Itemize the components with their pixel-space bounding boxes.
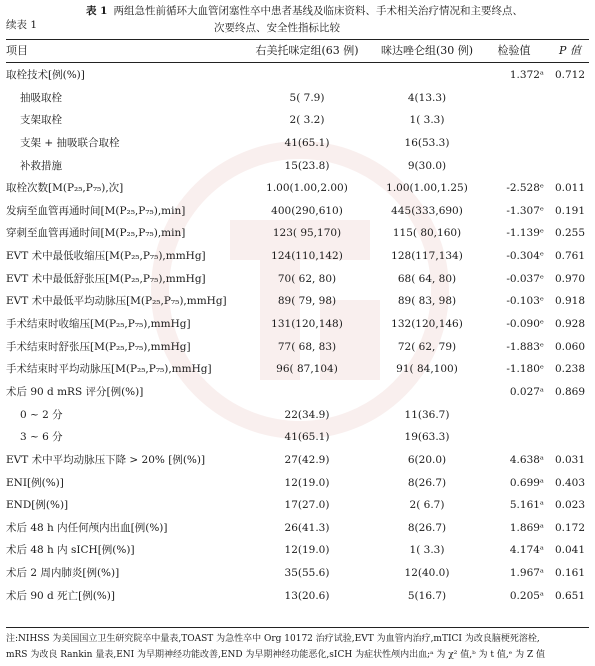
cell-p-value: 0.928: [554, 318, 586, 331]
cell-item: 术后 90 d mRS 评分[例(%)]: [6, 385, 144, 398]
table-row: [6, 155, 589, 178]
cell-p-value: 0.712: [554, 69, 586, 81]
cell-p-value: 0.060: [554, 340, 586, 353]
cell-dexmedetomidine: 2( 3.2): [289, 114, 325, 127]
cell-item: 支架取栓: [20, 114, 62, 127]
cell-item: 发病至血管再通时间[M(P₂₅,P₇₅),min]: [6, 204, 186, 217]
table-row: [6, 313, 589, 336]
table-row: [6, 358, 589, 381]
table-row: [6, 200, 589, 223]
cell-p-value: 0.970: [554, 272, 586, 285]
cell-p-value: 0.761: [554, 250, 586, 263]
table-row: [6, 177, 589, 200]
table-row: [6, 268, 589, 291]
cell-midazolam: 1( 3.3): [409, 544, 445, 557]
cell-item: 术后 90 d 死亡[例(%)]: [6, 589, 115, 602]
cell-midazolam: 72( 62, 79): [397, 340, 457, 353]
cell-dexmedetomidine: 13(20.6): [284, 589, 330, 602]
cell-item: 穿刺至血管再通时间[M(P₂₅,P₇₅),min]: [6, 227, 186, 240]
cell-dexmedetomidine: 89( 79, 98): [277, 295, 337, 308]
cell-midazolam: 4(13.3): [407, 91, 447, 104]
cell-test-value: 1.967ᵃ: [509, 567, 544, 580]
table-number: 表 1: [86, 5, 108, 17]
cell-p-value: 0.172: [554, 521, 586, 534]
cell-p-value: 0.041: [554, 544, 586, 557]
cell-item: 术后 48 h 内 sICH[例(%)]: [6, 544, 135, 557]
cell-p-value: 0.651: [554, 589, 586, 602]
table-row: [6, 222, 589, 245]
table-row: [6, 517, 589, 540]
cell-midazolam: 11(36.7): [404, 408, 450, 421]
cell-item: 取栓次数[M(P₂₅,P₇₅),次]: [6, 182, 124, 195]
cell-p-value: 0.191: [554, 204, 586, 217]
cell-dexmedetomidine: 1.00(1.00,2.00): [266, 182, 348, 195]
cell-midazolam: 115( 80,160): [392, 227, 462, 240]
cell-item: END[例(%)]: [6, 499, 69, 512]
cell-item: EVT 术中平均动脉压下降 > 20% [例(%)]: [6, 453, 206, 466]
table-row: [6, 449, 589, 472]
table-row: [6, 426, 589, 449]
table-row: [6, 585, 589, 608]
cell-item: 术后 48 h 内任何颅内出血[例(%)]: [6, 521, 168, 534]
cell-p-value: 0.031: [554, 453, 586, 466]
cell-midazolam: 8(26.7): [407, 521, 447, 534]
header-midazolam-group: 咪达唑仑组(30 例): [380, 44, 474, 57]
cell-test-value: 4.174ᵃ: [509, 544, 544, 557]
cell-item: 手术结束时平均动脉压[M(P₂₅,P₇₅),mmHg]: [6, 363, 212, 376]
cell-dexmedetomidine: 26(41.3): [284, 521, 330, 534]
table-row: [6, 132, 589, 155]
cell-dexmedetomidine: 12(19.0): [284, 544, 330, 557]
cell-test-value: -1.307ᵉ: [506, 204, 544, 217]
table-row: [6, 336, 589, 359]
cell-midazolam: 5(16.7): [407, 589, 447, 602]
table-row: [6, 494, 589, 517]
cell-midazolam: 445(333,690): [391, 204, 463, 217]
cell-test-value: 0.027ᵃ: [509, 385, 544, 398]
cell-item: 手术结束时收缩压[M(P₂₅,P₇₅),mmHg]: [6, 318, 191, 331]
cell-test-value: -0.037ᵉ: [506, 272, 544, 285]
cell-p-value: 0.011: [554, 182, 586, 195]
cell-test-value: 0.205ᵃ: [509, 589, 544, 602]
cell-dexmedetomidine: 35(55.6): [284, 567, 330, 580]
cell-test-value: 4.638ᵃ: [509, 453, 544, 466]
cell-p-value: 0.023: [554, 499, 586, 512]
cell-test-value: 1.869ᵃ: [509, 521, 544, 534]
cell-dexmedetomidine: 17(27.0): [284, 499, 330, 512]
cell-dexmedetomidine: 400(290,610): [271, 204, 343, 217]
cell-dexmedetomidine: 41(65.1): [284, 136, 330, 149]
cell-midazolam: 1.00(1.00,1.25): [386, 182, 468, 195]
cell-test-value: -1.139ᵉ: [506, 227, 544, 240]
cell-dexmedetomidine: 5( 7.9): [289, 91, 325, 104]
cell-test-value: 0.699ᵃ: [509, 476, 544, 489]
table-row: [6, 87, 589, 110]
cell-test-value: -2.528ᵉ: [506, 182, 544, 195]
cell-midazolam: 12(40.0): [404, 567, 450, 580]
cell-midazolam: 91( 84,100): [396, 363, 458, 376]
cell-item: EVT 术中最低舒张压[M(P₂₅,P₇₅),mmHg]: [6, 272, 206, 285]
cell-midazolam: 19(63.3): [404, 431, 450, 444]
cell-item: 0 ~ 2 分: [20, 408, 63, 421]
cell-test-value: 1.372ᵃ: [509, 69, 544, 81]
cell-item: 3 ~ 6 分: [20, 431, 63, 444]
cell-item: 抽吸取栓: [20, 91, 62, 104]
continued-label: 续表 1: [6, 19, 38, 31]
cell-midazolam: 128(117,134): [391, 250, 463, 263]
cell-test-value: -0.103ᵉ: [506, 295, 544, 308]
cell-item: 支架 + 抽吸联合取栓: [20, 136, 120, 149]
cell-dexmedetomidine: 131(120,148): [271, 318, 343, 331]
table-row: [6, 245, 589, 268]
header-item: 项目: [6, 44, 28, 57]
caption-line-1: [86, 3, 523, 19]
caption-title-line-2: 次要终点、安全性指标比较: [214, 22, 340, 34]
cell-midazolam: 1( 3.3): [409, 114, 445, 127]
header-p-value: P 值: [559, 44, 581, 57]
cell-test-value: -1.883ᵉ: [506, 340, 544, 353]
cell-item: EVT 术中最低平均动脉压[M(P₂₅,P₇₅),mmHg]: [6, 295, 227, 308]
table-footnote: [6, 631, 589, 663]
table-caption: [0, 3, 595, 39]
cell-item: 取栓技术[例(%)]: [6, 69, 85, 81]
cell-midazolam: 132(120,146): [391, 318, 463, 331]
cell-midazolam: 16(53.3): [404, 136, 450, 149]
cell-item: 补救措施: [20, 159, 62, 172]
cell-midazolam: 6(20.0): [407, 453, 447, 466]
cell-midazolam: 2( 6.7): [409, 499, 445, 512]
cell-item: EVT 术中最低收缩压[M(P₂₅,P₇₅),mmHg]: [6, 250, 206, 263]
cell-item: ENI[例(%)]: [6, 476, 64, 489]
cell-dexmedetomidine: 15(23.8): [284, 159, 330, 172]
cell-test-value: -0.090ᵉ: [506, 318, 544, 331]
cell-item: 术后 2 周内肺炎[例(%)]: [6, 567, 120, 580]
table-row: [6, 404, 589, 427]
cell-p-value: 0.255: [554, 227, 586, 240]
cell-dexmedetomidine: 12(19.0): [284, 476, 330, 489]
cell-dexmedetomidine: 124(110,142): [271, 250, 343, 263]
cell-midazolam: 9(30.0): [407, 159, 447, 172]
cell-midazolam: 68( 64, 80): [397, 272, 457, 285]
cell-dexmedetomidine: 70( 62, 80): [277, 272, 337, 285]
table-header-rule: [6, 62, 589, 63]
cell-dexmedetomidine: 27(42.9): [284, 453, 330, 466]
cell-dexmedetomidine: 22(34.9): [284, 408, 330, 421]
table-row: [6, 64, 589, 87]
cell-p-value: 0.918: [554, 295, 586, 308]
table-row: [6, 109, 589, 132]
cell-p-value: 0.869: [554, 385, 586, 398]
cell-item: 手术结束时舒张压[M(P₂₅,P₇₅),mmHg]: [6, 340, 191, 353]
table-row: [6, 539, 589, 562]
cell-dexmedetomidine: 77( 68, 83): [277, 340, 337, 353]
footnote-line-2: mRS 为改良 Rankin 量表,ENI 为早期神经功能改善,END 为早期神经功能恶化,sICH 为症状性颅内出血;ᵃ 为 χ² 值,ᵇ 为 t 值,ᵉ 为 Z 值: [6, 650, 546, 660]
table-row: [6, 290, 589, 313]
footnote-line-1: 注:NIHSS 为美国国立卫生研究院卒中量表,TOAST 为急性卒中 Org 10172 治疗试验,EVT 为血管内治疗,mTICI 为改良脑梗死溶栓,: [6, 634, 540, 644]
cell-midazolam: 89( 83, 98): [397, 295, 457, 308]
cell-p-value: 0.161: [554, 567, 586, 580]
cell-dexmedetomidine: 96( 87,104): [276, 363, 338, 376]
header-test-value: 检验值: [497, 44, 531, 57]
cell-p-value: 0.238: [554, 363, 586, 376]
table-bottom-rule: [6, 627, 589, 628]
cell-dexmedetomidine: 123( 95,170): [272, 227, 342, 240]
table-row: [6, 381, 589, 404]
cell-test-value: -1.180ᵉ: [506, 363, 544, 376]
cell-p-value: 0.403: [554, 476, 586, 489]
caption-title-line-1: 两组急性前循环大血管闭塞性卒中患者基线及临床资料、手术相关治疗情况和主要终点、: [113, 5, 523, 17]
table-body: [6, 64, 589, 607]
table-row: [6, 562, 589, 585]
cell-test-value: -0.304ᵉ: [506, 250, 544, 263]
cell-test-value: 5.161ᵃ: [509, 499, 544, 512]
header-dexmedetomidine-group: 右美托咪定组(63 例): [255, 44, 359, 57]
cell-dexmedetomidine: 41(65.1): [284, 431, 330, 444]
cell-midazolam: 8(26.7): [407, 476, 447, 489]
table-row: [6, 472, 589, 495]
